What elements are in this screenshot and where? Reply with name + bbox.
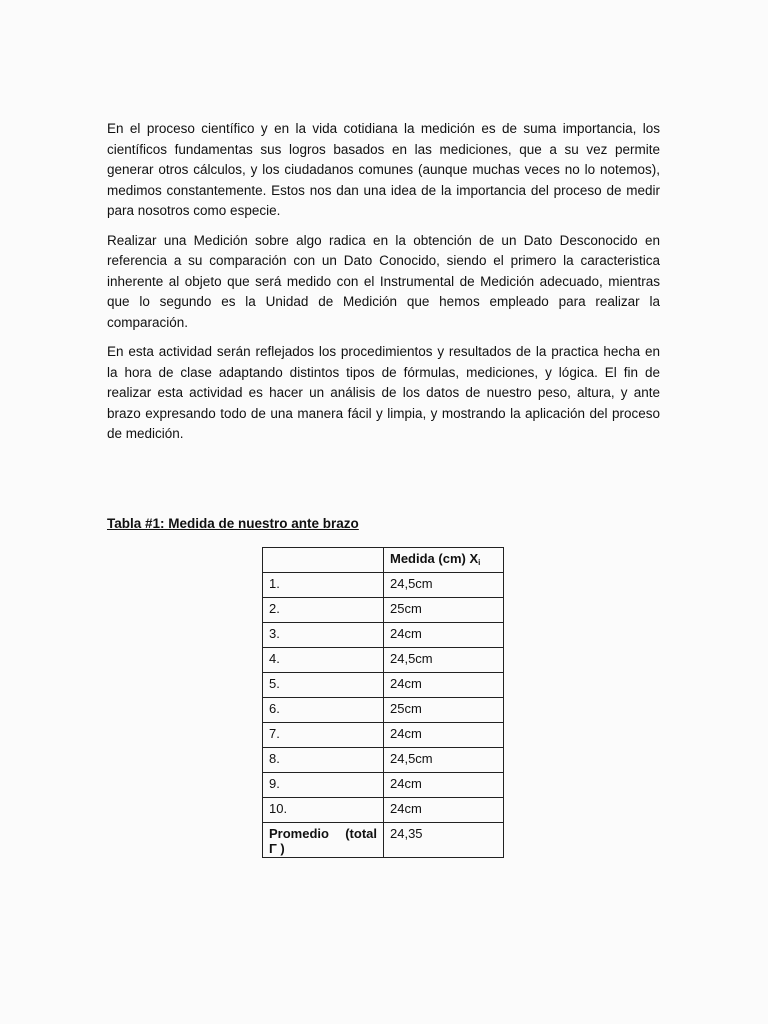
paragraph-3: En esta actividad serán reflejados los procedimientos y resultados de la practica hecha en la hora de clase adaptando distintos tipos de fórmulas, mediciones, y lógica. El fin de realizar esta actividad es hacer un análisis de los datos de nuestro peso, altura, y ante brazo expresando todo de una manera fácil y limpia, y mostrando la aplicación del proceso de medición. [107, 344, 660, 441]
average-row [263, 823, 504, 858]
table-row [263, 698, 504, 723]
measurements-table [262, 547, 504, 858]
row-index: 10. [263, 798, 384, 823]
row-value: 24,5cm [384, 748, 504, 773]
table-row [263, 598, 504, 623]
header-cell-index [263, 548, 384, 573]
table-row [263, 648, 504, 673]
table-row [263, 748, 504, 773]
header-measure-label: Medida (cm) X [390, 551, 479, 566]
table-row [263, 723, 504, 748]
average-label-paren: (total [345, 826, 377, 841]
average-label [269, 826, 377, 856]
average-label-word: Promedio [269, 826, 329, 841]
row-value: 24cm [384, 673, 504, 698]
table-header-row [263, 548, 504, 573]
header-cell-measure [384, 548, 504, 573]
average-label-line2: Γ ) [269, 841, 285, 856]
row-value: 24cm [384, 773, 504, 798]
table-row [263, 773, 504, 798]
row-index: 3. [263, 623, 384, 648]
row-index: 1. [263, 573, 384, 598]
table-row [263, 623, 504, 648]
row-value: 24,5cm [384, 648, 504, 673]
average-label-cell [263, 823, 384, 858]
row-index: 7. [263, 723, 384, 748]
average-value: 24,35 [384, 823, 504, 858]
header-measure-subscript: i [478, 558, 481, 567]
paragraph-2: Realizar una Medición sobre algo radica en la obtención de un Dato Desconocido en referencia a su comparación con un Dato Conocido, siendo el primero la caracteristica inherente al objeto que será medido con el Instrumental de Medición adecuado, mientras que lo segundo es la Unidad de Medición que hemos empleado para realizar la comparación. [107, 232, 660, 330]
row-index: 9. [263, 773, 384, 798]
table-row [263, 798, 504, 823]
table-title: Tabla #1: Medida de nuestro ante brazo [107, 516, 359, 531]
row-value: 24cm [384, 723, 504, 748]
row-value: 24cm [384, 798, 504, 823]
row-index: 5. [263, 673, 384, 698]
paragraph-1: En el proceso científico y en la vida cotidiana la medición es de suma importancia, los científicos fundamentas sus logros basados en las mediciones, que a su vez permite generar otros cálculos, y los ciudadanos comunes (aunque muchas veces no lo notemos), medimos constantemente. Estos nos dan una idea de la importancia del proceso de medir para nosotros como especie. [107, 121, 660, 218]
table-row [263, 673, 504, 698]
row-index: 4. [263, 648, 384, 673]
row-index: 6. [263, 698, 384, 723]
row-value: 24,5cm [384, 573, 504, 598]
row-value: 25cm [384, 698, 504, 723]
row-value: 25cm [384, 598, 504, 623]
table-row [263, 573, 504, 598]
row-value: 24cm [384, 623, 504, 648]
body-text [107, 119, 660, 454]
row-index: 2. [263, 598, 384, 623]
row-index: 8. [263, 748, 384, 773]
